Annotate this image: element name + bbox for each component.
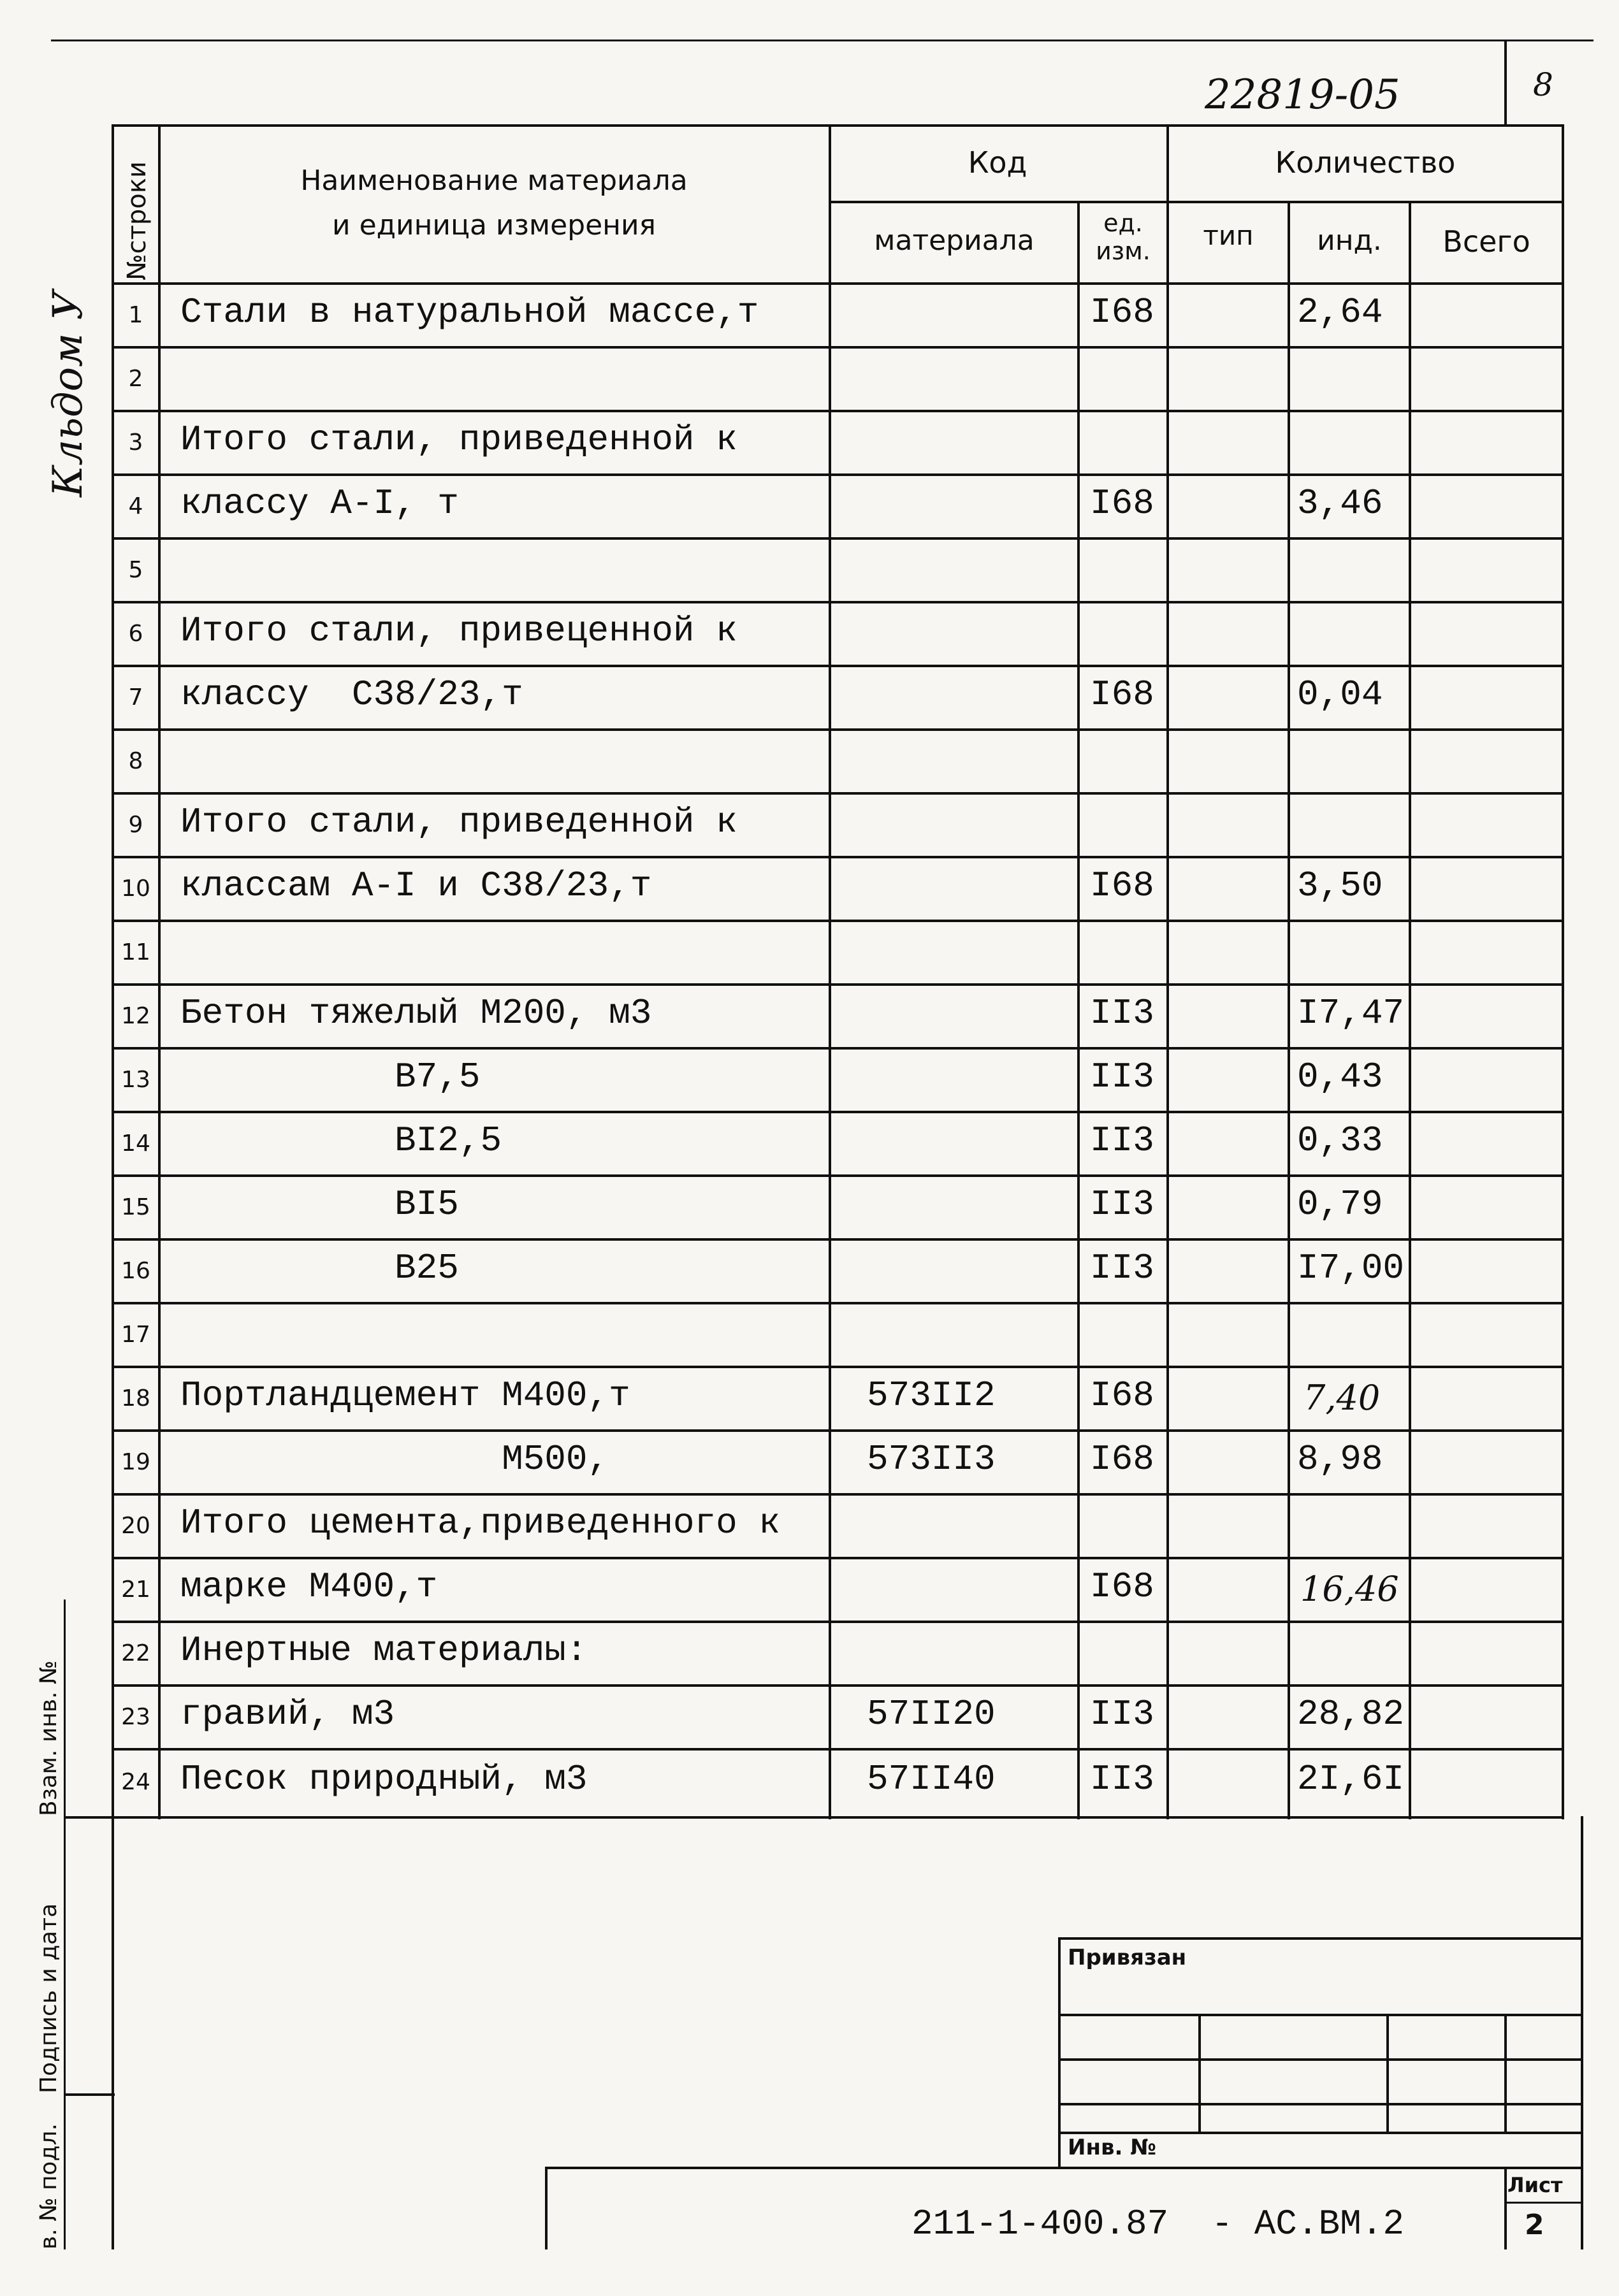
row-unit: I68 (1090, 1566, 1154, 1607)
margin-box-right (112, 1599, 114, 2249)
col-header-name-line2: и единица измерения (331, 209, 657, 242)
col-header-code-unit: ед. изм. (1096, 209, 1151, 265)
row-number: 19 (121, 1449, 150, 1475)
col-header-row-no: №строки (122, 161, 152, 280)
row-number: 3 (128, 430, 143, 456)
row-unit: I68 (1090, 674, 1154, 715)
page-box-divider (1504, 40, 1507, 126)
stamp-inv-no: Инв. № (1068, 2135, 1157, 2160)
row-name: Песок природный, м3 (180, 1759, 588, 1800)
row-number: 9 (128, 812, 143, 838)
row-name: ВI2,5 (180, 1120, 502, 1161)
row-number: 10 (121, 876, 150, 902)
row-number: 5 (128, 557, 143, 583)
row-unit: II3 (1090, 1759, 1154, 1800)
row-number: 2 (128, 366, 143, 392)
stamp-grid-line (1504, 2014, 1507, 2132)
row-unit: I68 (1090, 1375, 1154, 1416)
row-separator (112, 346, 1564, 349)
row-name: М500, (180, 1439, 609, 1480)
row-separator (112, 728, 1564, 731)
margin-box-divider (64, 2093, 115, 2096)
row-ind: 3,50 (1297, 865, 1383, 906)
stamp-main-top-border (545, 2167, 1583, 2169)
col-header-quantity: Количество (1275, 145, 1456, 180)
col-header-name-line1: Наименование материала (300, 164, 688, 197)
row-unit: II3 (1090, 1057, 1154, 1097)
margin-podpis-data: Подпись и дата (36, 1903, 62, 2093)
row-number: 7 (128, 684, 143, 711)
row-code: 573II2 (867, 1375, 996, 1416)
table-bottom-border (112, 1816, 1564, 1819)
row-number: 12 (121, 1003, 150, 1029)
stamp-main-left-border (545, 2167, 548, 2249)
row-separator (112, 1047, 1564, 1050)
page-number: 8 (1533, 66, 1553, 103)
row-ind: 7,40 (1303, 1378, 1381, 1418)
row-number: 8 (128, 748, 143, 774)
row-separator (112, 1302, 1564, 1304)
row-name: Итого стали, привеценной к (180, 610, 737, 651)
row-separator (112, 1238, 1564, 1241)
row-separator (112, 856, 1564, 858)
stamp-grid-line (1058, 2132, 1583, 2134)
row-name: Стали в натуральной массе,т (180, 292, 759, 333)
row-separator (112, 1111, 1564, 1113)
row-number: 6 (128, 621, 143, 647)
stamp-grid-line (1198, 2014, 1201, 2132)
row-ind: 0,79 (1297, 1184, 1383, 1225)
header-bottom-border (112, 282, 1564, 285)
row-separator (112, 665, 1564, 667)
col-header-qty-total: Всего (1442, 224, 1530, 259)
table-right-border (1562, 124, 1564, 1819)
handwritten-note: Кльдом У (45, 291, 92, 497)
row-separator (112, 920, 1564, 922)
row-number: 15 (121, 1194, 150, 1220)
row-number: 18 (121, 1385, 150, 1412)
stamp-designation: 211-1-400.87 - АС.ВМ.2 (911, 2204, 1404, 2244)
row-name: классам А-I и С38/23,т (180, 865, 652, 906)
doc-number: 22819-05 (1205, 71, 1400, 119)
margin-inv-podl: в. № подл. (36, 2123, 62, 2249)
row-name: ВI5 (180, 1184, 459, 1225)
row-name: В7,5 (180, 1057, 481, 1097)
row-ind: 3,46 (1297, 483, 1383, 524)
row-name: В25 (180, 1248, 459, 1289)
stamp-sheet-label: Лист (1507, 2173, 1563, 2197)
col-header-code-material: материала (874, 224, 1035, 257)
row-ind: 0,43 (1297, 1057, 1383, 1097)
table-top-border (112, 124, 1564, 127)
row-separator (112, 1493, 1564, 1496)
row-name: Инертные материалы: (180, 1630, 588, 1671)
row-unit: I68 (1090, 483, 1154, 524)
table-col-divider (829, 124, 831, 1819)
stamp-grid-line (1386, 2014, 1389, 2132)
row-name: Итого цемента,приведенного к (180, 1503, 780, 1543)
row-ind: 2,64 (1297, 292, 1383, 333)
margin-vzam-inv: Взам. инв. № (36, 1660, 62, 1816)
row-unit: II3 (1090, 1694, 1154, 1735)
row-unit: I68 (1090, 1439, 1154, 1480)
row-separator (112, 410, 1564, 412)
row-number: 11 (121, 939, 150, 965)
row-separator (112, 537, 1564, 540)
row-ind: I7,00 (1297, 1248, 1405, 1289)
row-separator (112, 792, 1564, 795)
row-unit: II3 (1090, 1184, 1154, 1225)
row-separator (112, 1684, 1564, 1687)
row-separator (112, 983, 1564, 986)
row-ind: 0,33 (1297, 1120, 1383, 1161)
row-number: 16 (121, 1258, 150, 1284)
row-ind: 16,46 (1300, 1569, 1399, 1609)
col-header-qty-type: тип (1203, 220, 1254, 251)
row-number: 24 (121, 1769, 150, 1795)
row-name: марке М400,т (180, 1566, 438, 1607)
table-col-divider (1288, 201, 1290, 1819)
col-header-qty-ind: инд. (1317, 224, 1382, 257)
row-number: 21 (121, 1577, 150, 1603)
stamp-sheet-number: 2 (1525, 2209, 1544, 2241)
row-code: 573II3 (867, 1439, 996, 1480)
row-separator (112, 1748, 1564, 1751)
row-number: 4 (128, 493, 143, 519)
row-unit: I68 (1090, 292, 1154, 333)
row-separator (112, 1174, 1564, 1177)
table-col-divider (158, 124, 161, 1819)
row-name: Портландцемент М400,т (180, 1375, 630, 1416)
header-subdivider (829, 201, 1564, 203)
row-separator (112, 473, 1564, 476)
frame-right-border (1581, 1816, 1583, 2249)
row-code: 57II20 (867, 1694, 996, 1735)
row-unit: II3 (1090, 1120, 1154, 1161)
row-unit: II3 (1090, 993, 1154, 1034)
row-separator (112, 1366, 1564, 1368)
row-code: 57II40 (867, 1759, 996, 1800)
table-col-divider (1166, 124, 1169, 1819)
stamp-sheet-divider (1504, 2167, 1507, 2249)
row-name: классу А-I, т (180, 483, 459, 524)
margin-box-divider (64, 1816, 115, 1819)
table-col-divider (1077, 201, 1080, 1819)
row-name: классу С38/23,т (180, 674, 523, 715)
row-name: гравий, м3 (180, 1694, 395, 1735)
row-number: 14 (121, 1130, 150, 1157)
stamp-privyazan: Привязан (1068, 1945, 1187, 1970)
row-ind: 8,98 (1297, 1439, 1383, 1480)
row-unit: I68 (1090, 865, 1154, 906)
row-separator (112, 1621, 1564, 1623)
table-col-divider (1409, 201, 1411, 1819)
row-ind: I7,47 (1297, 993, 1405, 1034)
row-ind: 2I,6I (1297, 1759, 1405, 1800)
top-border (51, 40, 1594, 41)
row-number: 20 (121, 1513, 150, 1539)
stamp-sheet-sub (1504, 2202, 1583, 2204)
row-ind: 28,82 (1297, 1694, 1405, 1735)
row-number: 1 (128, 302, 143, 328)
row-separator (112, 601, 1564, 603)
row-name: Бетон тяжелый М200, м3 (180, 993, 652, 1034)
row-name: Итого стали, приведенной к (180, 419, 737, 460)
margin-box-inner (64, 1599, 66, 2249)
col-header-code: Код (968, 145, 1027, 180)
row-number: 13 (121, 1067, 150, 1093)
row-number: 22 (121, 1640, 150, 1666)
row-unit: II3 (1090, 1248, 1154, 1289)
row-ind: 0,04 (1297, 674, 1383, 715)
row-separator (112, 1557, 1564, 1559)
row-number: 23 (121, 1704, 150, 1730)
row-separator (112, 1429, 1564, 1432)
row-name: Итого стали, приведенной к (180, 802, 737, 842)
stamp-top-border (1058, 1937, 1583, 1940)
row-number: 17 (121, 1322, 150, 1348)
